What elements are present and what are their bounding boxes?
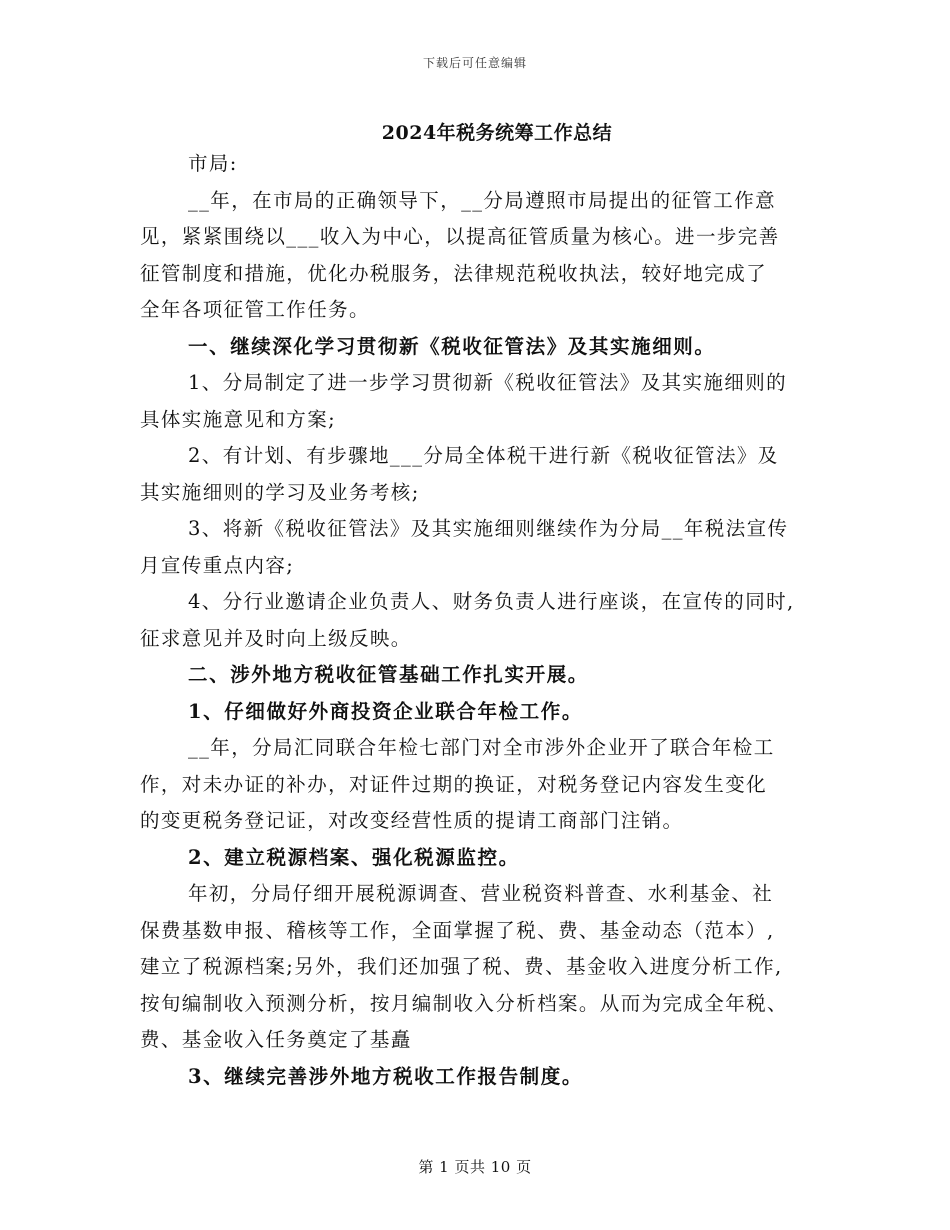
paragraph-line: 其实施细则的学习及业务考核; <box>140 480 420 504</box>
paragraph-line: 见，紧紧围绕以___收入为中心，以提高征管质量为核心。进一步完善 <box>140 225 780 248</box>
paragraph-line: 3、将新《税收征管法》及其实施细则继续作为分局__年税法宣传 <box>188 517 789 540</box>
section-heading: 二、涉外地方税收征管基础工作扎实开展。 <box>188 663 589 686</box>
paragraph-line: __年，在市局的正确领导下，__分局遵照市局提出的征管工作意 <box>188 188 777 212</box>
document-body <box>140 146 820 1095</box>
paragraph-line: 1、分局制定了进一步学习贯彻新《税收征管法》及其实施细则的 <box>188 371 788 394</box>
section-heading: 3、继续完善涉外地方税收工作报告制度。 <box>188 1064 583 1088</box>
paragraph-line: 作，对未办证的补办，对证件过期的换证，对税务登记内容发生变化 <box>140 772 768 796</box>
paragraph-line: 保费基数申报、稽核等工作，全面掌握了税、费、基金动态（范本）, <box>140 918 775 942</box>
paragraph-line: 全年各项征管工作任务。 <box>140 298 370 321</box>
paragraph-line: 征求意见并及时向上级反映。 <box>140 626 412 650</box>
header-note: 下载后可任意编辑 <box>422 56 527 70</box>
paragraph-line: 2、有计划、有步骤地___分局全体税干进行新《税收征管法》及 <box>188 444 779 467</box>
section-heading: 一、继续深化学习贯彻新《税收征管法》及其实施细则。 <box>188 334 716 358</box>
paragraph-line: 月宣传重点内容; <box>140 553 295 577</box>
paragraph-line: 费、基金收入任务奠定了基矗 <box>140 1028 412 1051</box>
paragraph-line: 4、分行业邀请企业负责人、财务负责人进行座谈，在宣传的同时, <box>188 590 795 613</box>
section-heading: 1、仔细做好外商投资企业联合年检工作。 <box>188 699 583 723</box>
section-heading: 2、建立税源档案、强化税源监控。 <box>188 845 520 869</box>
paragraph-line: __年，分局汇同联合年检七部门对全市涉外企业开了联合年检工 <box>188 736 775 759</box>
paragraph-line: 市局: <box>188 152 238 175</box>
page-footer: 第 1 页共 10 页 <box>418 1158 532 1176</box>
paragraph-line: 按旬编制收入预测分析，按月编制收入分析档案。从而为完成全年税、 <box>140 991 788 1015</box>
document-title: 2024年税务统筹工作总结 <box>381 122 613 144</box>
paragraph-line: 年初，分局仔细开展税源调查、营业税资料普查、水利基金、社 <box>188 882 774 905</box>
paragraph-line: 征管制度和措施，优化办税服务，法律规范税收执法，较好地完成了 <box>140 261 768 285</box>
paragraph-line: 建立了税源档案;另外，我们还加强了税、费、基金收入进度分析工作, <box>140 955 783 978</box>
paragraph-line: 的变更税务登记证，对改变经营性质的提请工商部门注销。 <box>140 809 684 832</box>
paragraph-line: 具体实施意见和方案; <box>140 407 337 431</box>
